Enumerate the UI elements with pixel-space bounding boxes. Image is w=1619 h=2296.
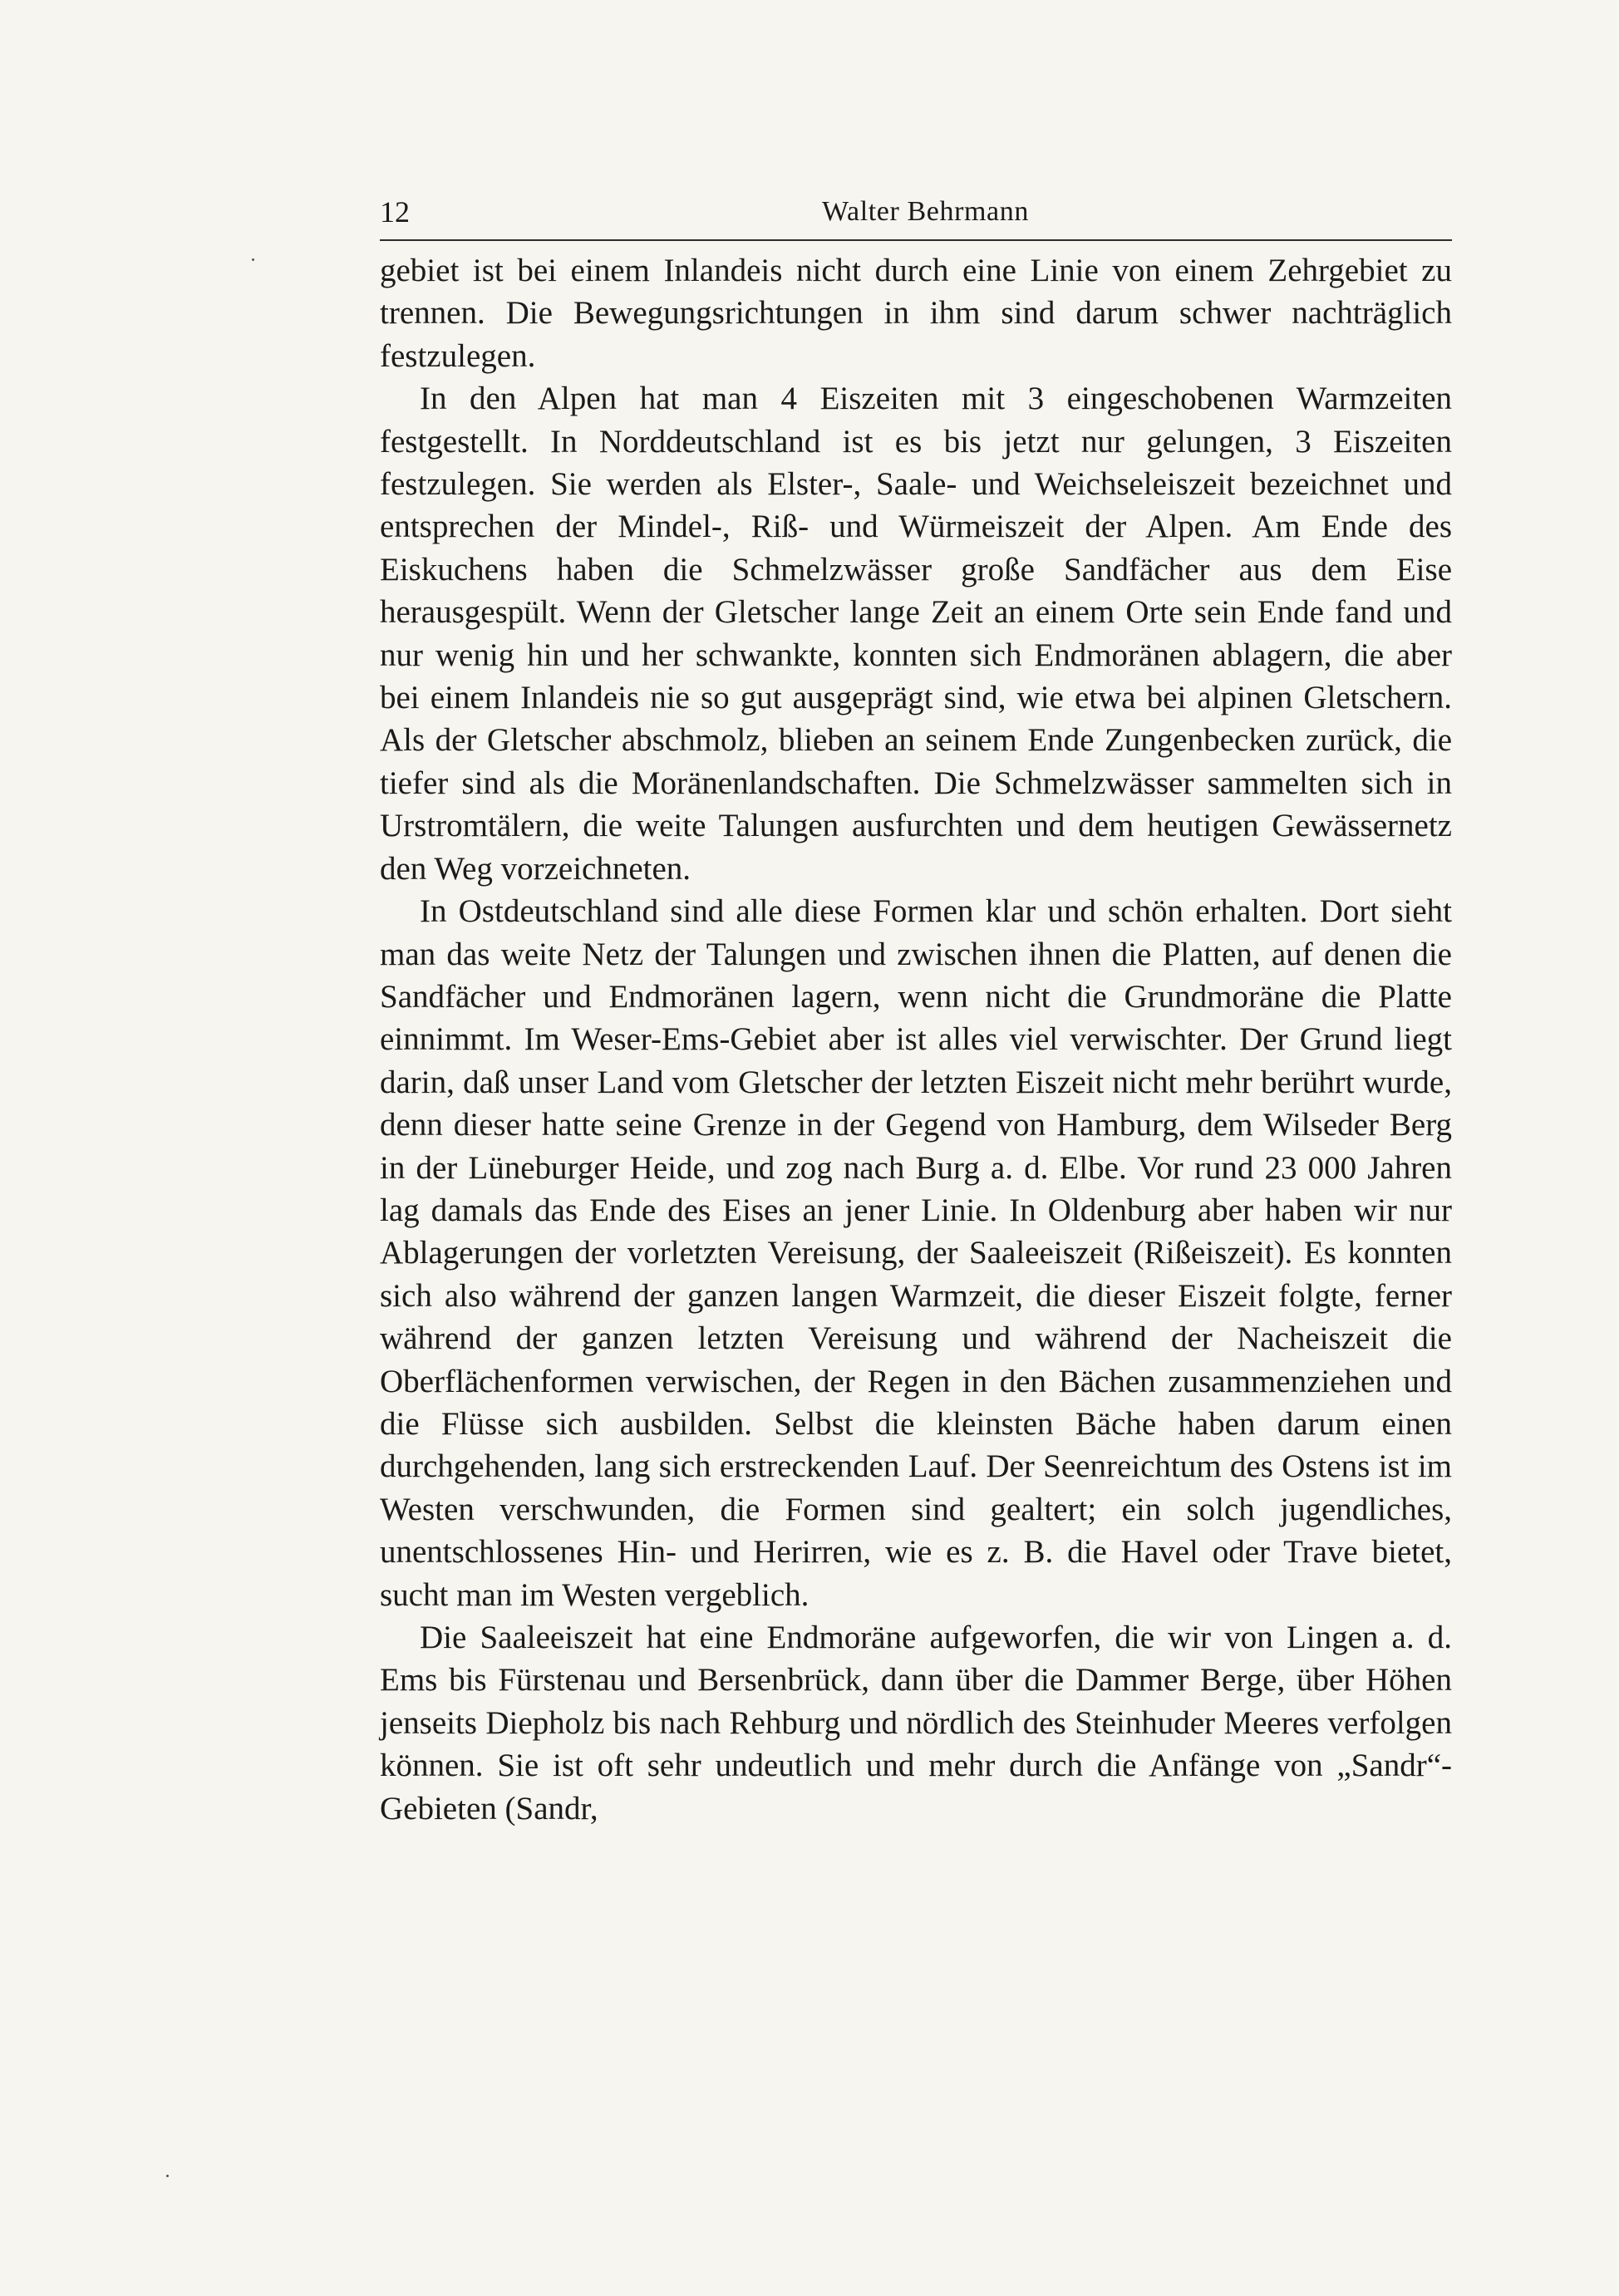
paragraph-saale-end-moraine: Die Saaleeiszeit hat eine Endmoräne aufgeworfen, die wir von Lingen a. d. Ems bis Fürstenau und Bersenbrück, dann über die Dammer Berge, über Höhen jenseits Diepholz bis nach Rehburg und nördlich des Steinhuder Meeres verfolgen können. Sie ist oft sehr undeutlich und mehr durch die Anfänge von „Sandr“-Gebieten (Sandr, <box>380 1620 1452 1826</box>
running-head-author: Walter Behrmann <box>822 196 1029 227</box>
body-text <box>380 249 1452 1830</box>
scan-speck <box>166 2175 169 2177</box>
scan-speck <box>252 258 254 261</box>
paragraph-alpine-ice-ages: In den Alpen hat man 4 Eiszeiten mit 3 eingeschobenen Warmzeiten festgestellt. In Norddeutschland ist es bis jetzt nur gelungen, 3 Eiszeiten festzulegen. Sie werden als Elster-, Saale- und Weichseleiszeit bezeichnet und entsprechen der Mindel-, Riß- und Würmeiszeit der Alpen. Am Ende des Eiskuchens haben die Schmelzwässer große Sandfächer aus dem Eise herausgespült. Wenn der Gletscher lange Zeit an einem Orte sein Ende fand und nur wenig hin und her schwankte, konnten sich Endmoränen ablagern, die aber bei einem Inlandeis nie so gut ausgeprägt sind, wie etwa bei alpinen Gletschern. Als der Gletscher abschmolz, blieben an seinem Ende Zungenbecken zurück, die tiefer sind als die Moränenlandschaften. Die Schmelzwässer sammelten sich in Urstromtälern, die weite Talungen ausfurchten und dem heutigen Gewässernetz den Weg vorzeichneten. <box>380 381 1452 887</box>
paragraph-continuation: gebiet ist bei einem Inlandeis nicht durch eine Linie von einem Zehrgebiet zu trennen. Die Bewegungsrichtungen in ihm sind darum schwer nachträglich festzulegen. <box>380 253 1452 374</box>
page-number: 12 <box>380 195 410 229</box>
paragraph-east-germany-landforms: In Ostdeutschland sind alle diese Formen klar und schön erhalten. Dort sieht man das weite Netz der Talungen und zwischen ihnen die Platten, auf denen die Sandfächer und Endmoränen lagern, wenn nicht die Grundmoräne die Platte einnimmt. Im Weser-Ems-Gebiet aber ist alles viel verwischter. Der Grund liegt darin, daß unser Land vom Gletscher der letzten Eiszeit nicht mehr berührt wurde, denn dieser hatte seine Grenze in der Gegend von Hamburg, dem Wilseder Berg in der Lüneburger Heide, und zog nach Burg a. d. Elbe. Vor rund 23 000 Jahren lag damals das Ende des Eises an jener Linie. In Oldenburg aber haben wir nur Ablagerungen der vorletzten Vereisung, der Saaleeiszeit (Rißeiszeit). Es konnten sich also während der ganzen langen Warmzeit, die dieser Eiszeit folgte, ferner während der ganzen letzten Vereisung und während der Nacheiszeit die Oberflächenformen verwischen, der Regen in den Bächen zusammenziehen und die Flüsse sich ausbilden. Selbst die kleinsten Bäche haben darum einen durchgehenden, lang sich erstreckenden Lauf. Der Seenreichtum des Ostens ist im Westen verschwunden, die Formen sind gealtert; ein solch jugendliches, unentschlossenes Hin- und Herirren, wie es z. B. die Havel oder Trave bietet, sucht man im Westen vergeblich. <box>380 893 1452 1613</box>
running-head <box>380 189 1471 234</box>
header-rule <box>380 239 1452 241</box>
